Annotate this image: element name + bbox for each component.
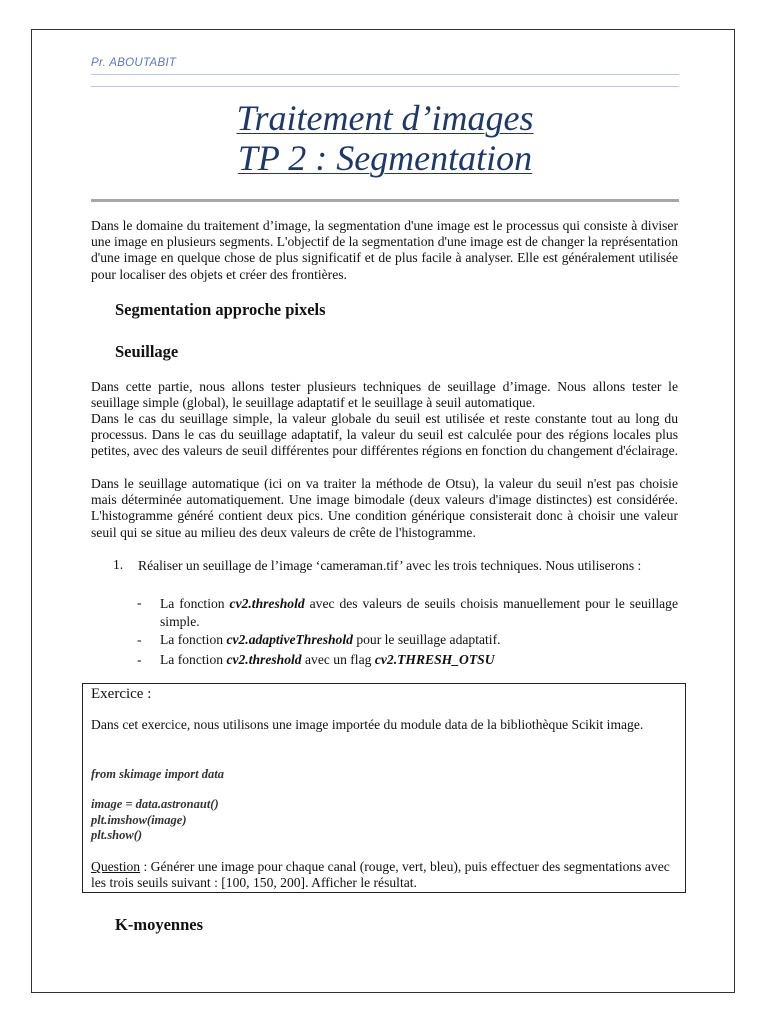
- code-line: image = data.astronaut(): [91, 797, 219, 811]
- document-title: [91, 98, 679, 178]
- header-rule-top: [91, 74, 679, 75]
- author-header: Pr. ABOUTABIT: [91, 57, 177, 69]
- code-line: plt.imshow(image): [91, 812, 187, 827]
- header-rule-bottom: [91, 86, 679, 87]
- bullet-item-1: La fonction cv2.threshold avec des valeurs de seuils choisis manuellement pour le seuillage simple.: [160, 596, 679, 629]
- bullet-dash: -: [137, 632, 142, 647]
- bullet-item-3: La fonction cv2.threshold avec un flag cv2.THRESH_OTSU: [160, 652, 495, 667]
- seuillage-paragraph-2: Dans le cas du seuillage simple, la valeur globale du seuil est utilisée et reste constante tout au long du processus. Dans le cas du seuillage adaptatif, la valeur du seuil est calculée pour des régions locales plus petites, avec des valeurs de seuil différentes pour différentes régions en fonction du changement d'éclairage.: [91, 411, 679, 459]
- question-text: : Générer une image pour chaque canal (rouge, vert, bleu), puis effectuer des segmentations avec les trois seuils suivant : [100, 150, 200]. Afficher le résultat.: [91, 859, 670, 891]
- question-label: Question: [91, 859, 141, 874]
- title-divider: [91, 199, 679, 202]
- intro-paragraph: Dans le domaine du traitement d’image, la segmentation d'une image est le processus qui consiste à diviser une image en plusieurs segments. L'objectif de la segmentation d'une image est de changer la représentation d'une image en quelque chose de plus significatif et de plus facile à analyser. Elle est généralement utilisée pour localiser des objets et créer des frontières.: [91, 218, 678, 282]
- exercise-question: [91, 859, 676, 891]
- section-heading-seuillage: Seuillage: [115, 342, 179, 361]
- seuillage-paragraph-1: Dans cette partie, nous allons tester plusieurs techniques de seuillage d’image. Nous allons tester le seuillage simple (global), le seuillage adaptatif et le seuillage à seuil automatique.: [91, 379, 678, 411]
- code-block: [91, 797, 676, 844]
- bullet-dash: -: [137, 652, 142, 667]
- exercise-text: Dans cet exercice, nous utilisons une image importée du module data de la bibliothèque Scikit image.: [91, 717, 644, 732]
- title-line-2: TP 2 : Segmentation: [237, 138, 533, 178]
- bullet-dash: -: [137, 595, 142, 610]
- code-line: plt.show(): [91, 828, 143, 842]
- code-import: from skimage import data: [91, 767, 224, 781]
- seuillage-paragraph-3: Dans le seuillage automatique (ici on va traiter la méthode de Otsu), la valeur du seuil n'est pas choisie mais déterminée automatiquement. Une image bimodale (deux valeurs d'image distinctes) est considérée. L'histogramme généré contient deux pics. Une condition générique consisterait donc à choisir une valeur seuil qui se situe au milieu des deux valeurs de crête de l'histogramme.: [91, 476, 678, 540]
- exercise-title: Exercice :: [91, 686, 152, 702]
- task-text: Réaliser un seuillage de l’image ‘cameraman.tif’ avec les trois techniques. Nous utiliserons :: [138, 558, 642, 573]
- task-number: 1.: [113, 557, 124, 572]
- title-line-1: Traitement d’images: [236, 98, 534, 138]
- section-heading-pixels: Segmentation approche pixels: [115, 300, 326, 319]
- bullet-item-2: La fonction cv2.adaptiveThreshold pour le seuillage adaptatif.: [160, 632, 501, 647]
- section-heading-kmeans: K-moyennes: [115, 915, 203, 934]
